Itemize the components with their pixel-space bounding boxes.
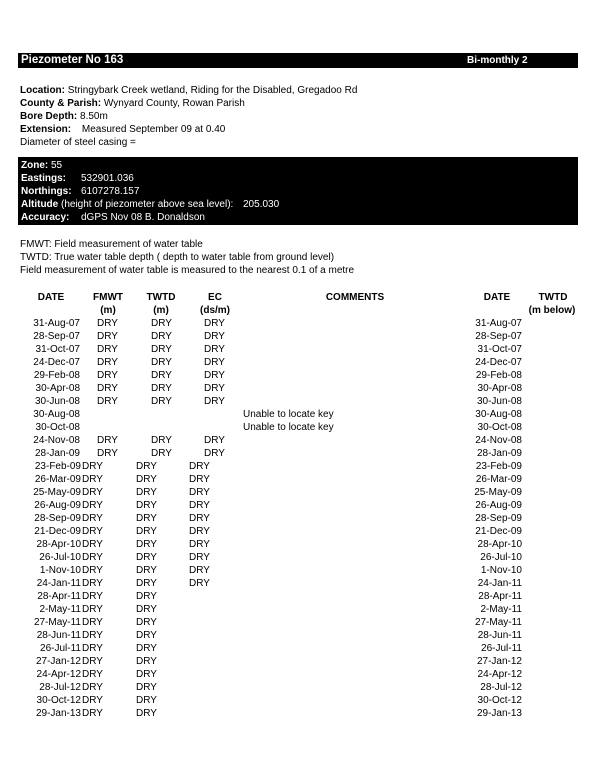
cell-twtd: DRY <box>136 643 157 654</box>
cell-date2: 28-Apr-10 <box>477 539 522 550</box>
cell-twtd: DRY <box>136 474 157 485</box>
cell-date: 23-Feb-09 <box>34 461 81 472</box>
cell-fmwt: DRY <box>82 656 103 667</box>
cell-fmwt: DRY <box>82 513 103 524</box>
extension-value: Measured September 09 at 0.40 <box>81 124 226 135</box>
cell-fmwt: DRY <box>82 708 103 719</box>
cell-date: 28-Sep-09 <box>34 513 81 524</box>
county-value: Wynyard County, Rowan Parish <box>103 98 245 109</box>
cell-fmwt: DRY <box>82 682 103 693</box>
cell-ec: DRY <box>189 513 210 524</box>
cell-date: 26-Jul-11 <box>40 643 81 654</box>
cell-date: 27-May-11 <box>33 617 81 628</box>
cell-twtd: DRY <box>151 344 172 355</box>
cell-date: 30-Oct-08 <box>35 422 80 433</box>
cell-date2: 28-Sep-07 <box>475 331 522 342</box>
cell-date: 28-Jun-11 <box>36 630 81 641</box>
cell-date: 21-Dec-09 <box>34 526 81 537</box>
accuracy-label: Accuracy: <box>21 212 70 223</box>
cell-fmwt: DRY <box>82 500 103 511</box>
cell-date: 30-Aug-08 <box>33 409 80 420</box>
depth-label: Bore Depth: <box>20 111 78 122</box>
cell-fmwt: DRY <box>82 474 103 485</box>
altitude-value: 205.030 <box>243 199 280 210</box>
cell-date2: 26-Mar-09 <box>475 474 522 485</box>
cell-ec: DRY <box>204 318 225 329</box>
cell-comment: Unable to locate key <box>243 422 334 433</box>
cell-date: 30-Jun-08 <box>34 396 80 407</box>
cell-twtd: DRY <box>136 552 157 563</box>
cell-fmwt: DRY <box>97 331 118 342</box>
frequency-label: Bi-monthly 2 <box>467 55 528 66</box>
header-twtd2: TWTD <box>538 292 568 303</box>
cell-date: 28-Jul-12 <box>39 682 81 693</box>
cell-fmwt: DRY <box>97 318 118 329</box>
cell-twtd: DRY <box>136 708 157 719</box>
cell-fmwt: DRY <box>82 591 103 602</box>
header-fmwt-unit: (m) <box>100 305 116 316</box>
cell-date: 31-Oct-07 <box>35 344 80 355</box>
cell-twtd: DRY <box>136 526 157 537</box>
accuracy-row <box>21 211 321 224</box>
cell-fmwt: DRY <box>82 578 103 589</box>
cell-twtd: DRY <box>136 461 157 472</box>
eastings-value: 532901.036 <box>81 173 134 184</box>
cell-twtd: DRY <box>136 500 157 511</box>
cell-ec: DRY <box>204 357 225 368</box>
cell-twtd: DRY <box>136 656 157 667</box>
cell-date: 30-Oct-12 <box>36 695 81 706</box>
cell-ec: DRY <box>204 396 225 407</box>
cell-ec: DRY <box>204 435 225 446</box>
cell-ec: DRY <box>204 448 225 459</box>
cell-fmwt: DRY <box>97 396 118 407</box>
cell-fmwt: DRY <box>97 383 118 394</box>
cell-date: 1-Nov-10 <box>39 565 81 576</box>
cell-date2: 28-Sep-09 <box>475 513 522 524</box>
cell-twtd: DRY <box>136 513 157 524</box>
cell-ec: DRY <box>204 344 225 355</box>
cell-twtd: DRY <box>136 591 157 602</box>
location-value: Stringybark Creek wetland, Riding for the Disabled, Gregadoo Rd <box>67 85 358 96</box>
cell-date2: 27-May-11 <box>474 617 522 628</box>
cell-date: 29-Jan-13 <box>35 708 81 719</box>
cell-date2: 24-Nov-08 <box>475 435 522 446</box>
cell-date: 25-May-09 <box>33 487 81 498</box>
cell-twtd: DRY <box>136 539 157 550</box>
cell-date: 26-Mar-09 <box>34 474 81 485</box>
cell-fmwt: DRY <box>97 448 118 459</box>
cell-ec: DRY <box>189 526 210 537</box>
cell-fmwt: DRY <box>82 526 103 537</box>
zone-label: Zone: <box>21 160 49 171</box>
cell-date2: 2-May-11 <box>480 604 522 615</box>
cell-ec: DRY <box>189 565 210 576</box>
cell-ec: DRY <box>189 500 210 511</box>
cell-date: 24-Nov-08 <box>33 435 80 446</box>
cell-fmwt: DRY <box>82 695 103 706</box>
extension-line <box>20 123 225 136</box>
northings-value: 6107278.157 <box>81 186 140 197</box>
cell-twtd: DRY <box>136 578 157 589</box>
location-line <box>20 84 357 97</box>
header-date: DATE <box>37 292 65 303</box>
cell-date: 28-Apr-10 <box>36 539 81 550</box>
cell-twtd: DRY <box>151 370 172 381</box>
cell-date: 27-Jan-12 <box>35 656 81 667</box>
cell-date: 30-Apr-08 <box>35 383 80 394</box>
cell-date: 31-Aug-07 <box>33 318 80 329</box>
cell-date2: 24-Apr-12 <box>477 669 522 680</box>
cell-ec: DRY <box>189 487 210 498</box>
county-line <box>20 97 245 110</box>
cell-fmwt: DRY <box>82 487 103 498</box>
cell-twtd: DRY <box>136 682 157 693</box>
cell-date2: 26-Jul-10 <box>480 552 522 563</box>
cell-fmwt: DRY <box>82 461 103 472</box>
cell-comment: Unable to locate key <box>243 409 334 420</box>
extension-label: Extension: <box>20 124 72 135</box>
cell-date: 24-Apr-12 <box>36 669 81 680</box>
northings-row <box>21 185 321 198</box>
cell-twtd: DRY <box>136 630 157 641</box>
cell-fmwt: DRY <box>97 344 118 355</box>
cell-date2: 30-Oct-08 <box>477 422 522 433</box>
cell-ec: DRY <box>204 383 225 394</box>
cell-twtd: DRY <box>151 383 172 394</box>
cell-fmwt: DRY <box>82 539 103 550</box>
header-comments: COMMENTS <box>325 292 385 303</box>
cell-twtd: DRY <box>151 331 172 342</box>
note-line: FMWT: Field measurement of water table <box>20 239 203 250</box>
header-twtd2-unit: (m below) <box>528 305 576 316</box>
eastings-label: Eastings: <box>21 173 67 184</box>
header-twtd-unit: (m) <box>153 305 169 316</box>
note-line: Field measurement of water table is measured to the nearest 0.1 of a metre <box>20 265 355 276</box>
cell-date2: 29-Feb-08 <box>475 370 522 381</box>
cell-fmwt: DRY <box>82 669 103 680</box>
cell-twtd: DRY <box>136 695 157 706</box>
header-ec: EC <box>208 292 222 303</box>
zone-value: 55 <box>51 160 63 171</box>
cell-fmwt: DRY <box>97 370 118 381</box>
altitude-label: Altitude <box>21 199 59 210</box>
cell-ec: DRY <box>189 474 210 485</box>
depth-line <box>20 110 108 123</box>
northings-label: Northings: <box>21 186 72 197</box>
cell-twtd: DRY <box>136 565 157 576</box>
cell-date2: 30-Oct-12 <box>477 695 522 706</box>
cell-date2: 28-Apr-11 <box>478 591 522 602</box>
header-twtd: TWTD <box>146 292 176 303</box>
cell-date: 29-Feb-08 <box>33 370 80 381</box>
cell-fmwt: DRY <box>82 565 103 576</box>
cell-date: 26-Aug-09 <box>34 500 81 511</box>
cell-twtd: DRY <box>136 604 157 615</box>
cell-twtd: DRY <box>151 357 172 368</box>
cell-ec: DRY <box>189 578 210 589</box>
cell-twtd: DRY <box>136 669 157 680</box>
note-line: TWTD: True water table depth ( depth to water table from ground level) <box>20 252 335 263</box>
cell-ec: DRY <box>189 552 210 563</box>
location-label: Location: <box>20 85 65 96</box>
coordinates-box <box>18 157 578 225</box>
cell-date2: 30-Aug-08 <box>475 409 522 420</box>
cell-ec: DRY <box>204 370 225 381</box>
zone-row <box>21 159 62 172</box>
casing-line: Diameter of steel casing = <box>20 137 136 148</box>
cell-date: 24-Dec-07 <box>33 357 80 368</box>
cell-fmwt: DRY <box>82 630 103 641</box>
cell-date2: 21-Dec-09 <box>475 526 522 537</box>
title-bar <box>18 53 578 68</box>
cell-fmwt: DRY <box>82 604 103 615</box>
altitude-row <box>21 198 321 211</box>
page-title: Piezometer No 163 <box>21 54 124 66</box>
altitude-desc: (height of piezometer above sea level): <box>61 199 234 210</box>
cell-date2: 24-Dec-07 <box>475 357 522 368</box>
cell-date: 28-Apr-11 <box>37 591 81 602</box>
cell-date: 24-Jan-11 <box>36 578 81 589</box>
cell-date2: 28-Jul-12 <box>480 682 522 693</box>
cell-date2: 24-Jan-11 <box>477 578 522 589</box>
cell-fmwt: DRY <box>97 357 118 368</box>
cell-date2: 25-May-09 <box>474 487 522 498</box>
cell-date2: 27-Jan-12 <box>476 656 522 667</box>
cell-twtd: DRY <box>151 435 172 446</box>
cell-date2: 28-Jan-09 <box>476 448 522 459</box>
cell-date2: 29-Jan-13 <box>476 708 522 719</box>
accuracy-value: dGPS Nov 08 B. Donaldson <box>81 212 205 223</box>
cell-fmwt: DRY <box>82 552 103 563</box>
cell-date2: 30-Apr-08 <box>477 383 522 394</box>
cell-date2: 31-Oct-07 <box>477 344 522 355</box>
header-date2: DATE <box>483 292 511 303</box>
cell-date2: 31-Aug-07 <box>475 318 522 329</box>
cell-fmwt: DRY <box>97 435 118 446</box>
cell-twtd: DRY <box>151 318 172 329</box>
county-label: County & Parish: <box>20 98 102 109</box>
notes <box>20 238 354 277</box>
cell-twtd: DRY <box>136 617 157 628</box>
cell-twtd: DRY <box>151 396 172 407</box>
cell-twtd: DRY <box>151 448 172 459</box>
cell-ec: DRY <box>204 331 225 342</box>
header-fmwt: FMWT <box>93 292 123 303</box>
cell-date: 28-Sep-07 <box>33 331 80 342</box>
header-ec-unit: (ds/m) <box>200 305 230 316</box>
cell-fmwt: DRY <box>82 617 103 628</box>
eastings-row <box>21 172 321 185</box>
cell-date2: 1-Nov-10 <box>480 565 522 576</box>
cell-date2: 28-Jun-11 <box>477 630 522 641</box>
cell-date: 26-Jul-10 <box>39 552 81 563</box>
cell-date2: 26-Jul-11 <box>481 643 522 654</box>
cell-fmwt: DRY <box>82 643 103 654</box>
cell-date2: 30-Jun-08 <box>476 396 522 407</box>
cell-ec: DRY <box>189 539 210 550</box>
cell-date: 28-Jan-09 <box>34 448 80 459</box>
cell-date2: 23-Feb-09 <box>475 461 522 472</box>
cell-date2: 26-Aug-09 <box>475 500 522 511</box>
cell-twtd: DRY <box>136 487 157 498</box>
depth-value: 8.50m <box>80 111 108 122</box>
cell-date: 2-May-11 <box>39 604 81 615</box>
cell-ec: DRY <box>189 461 210 472</box>
